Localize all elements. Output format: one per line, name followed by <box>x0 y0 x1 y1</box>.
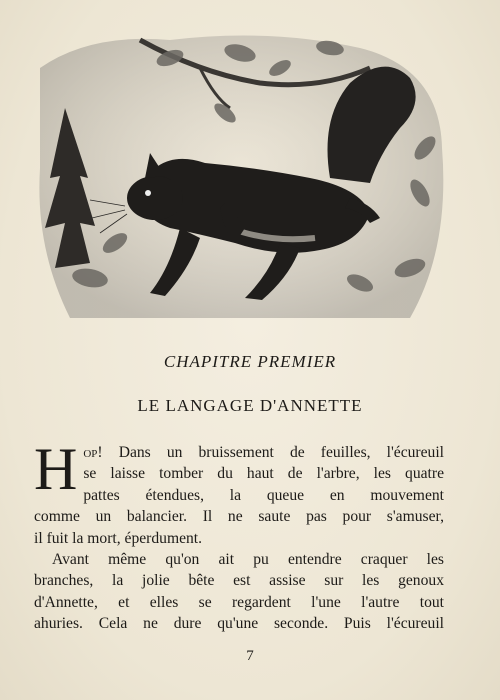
squirrel-illustration <box>30 28 450 328</box>
text-line: il fuit la mort, éperdument. <box>34 529 203 547</box>
squirrel-eye <box>145 190 151 196</box>
text-line: ahuries. Cela ne dure qu'une seconde. Puis l'écureuil <box>34 615 444 633</box>
chapter-label: CHAPITRE PREMIER <box>163 352 337 371</box>
text-line: Avant même qu'on ait pu entendre craquer les <box>52 551 444 569</box>
drop-cap: H <box>34 436 78 502</box>
page-number: 7 <box>246 648 254 664</box>
lead-smallcaps: op! <box>83 444 103 461</box>
text-line: pattes étendues, la queue en mouvement <box>83 486 444 504</box>
text-line: branches, la jolie bête est assise sur les genoux <box>34 572 444 590</box>
text-line: se laisse tomber du haut de l'arbre, les quatre <box>83 465 444 483</box>
text-line: d'Annette, et elles se regardent l'une l'autre tout <box>34 593 444 611</box>
text-line: comme un balancier. Il ne saute pas pour s'amuser, <box>34 508 444 526</box>
squirrel-head <box>127 176 183 220</box>
text-line: op! Dans un bruissement de feuilles, l'écureuil <box>83 444 444 461</box>
chapter-title: LE LANGAGE D'ANNETTE <box>137 396 363 415</box>
body-text <box>34 436 444 635</box>
